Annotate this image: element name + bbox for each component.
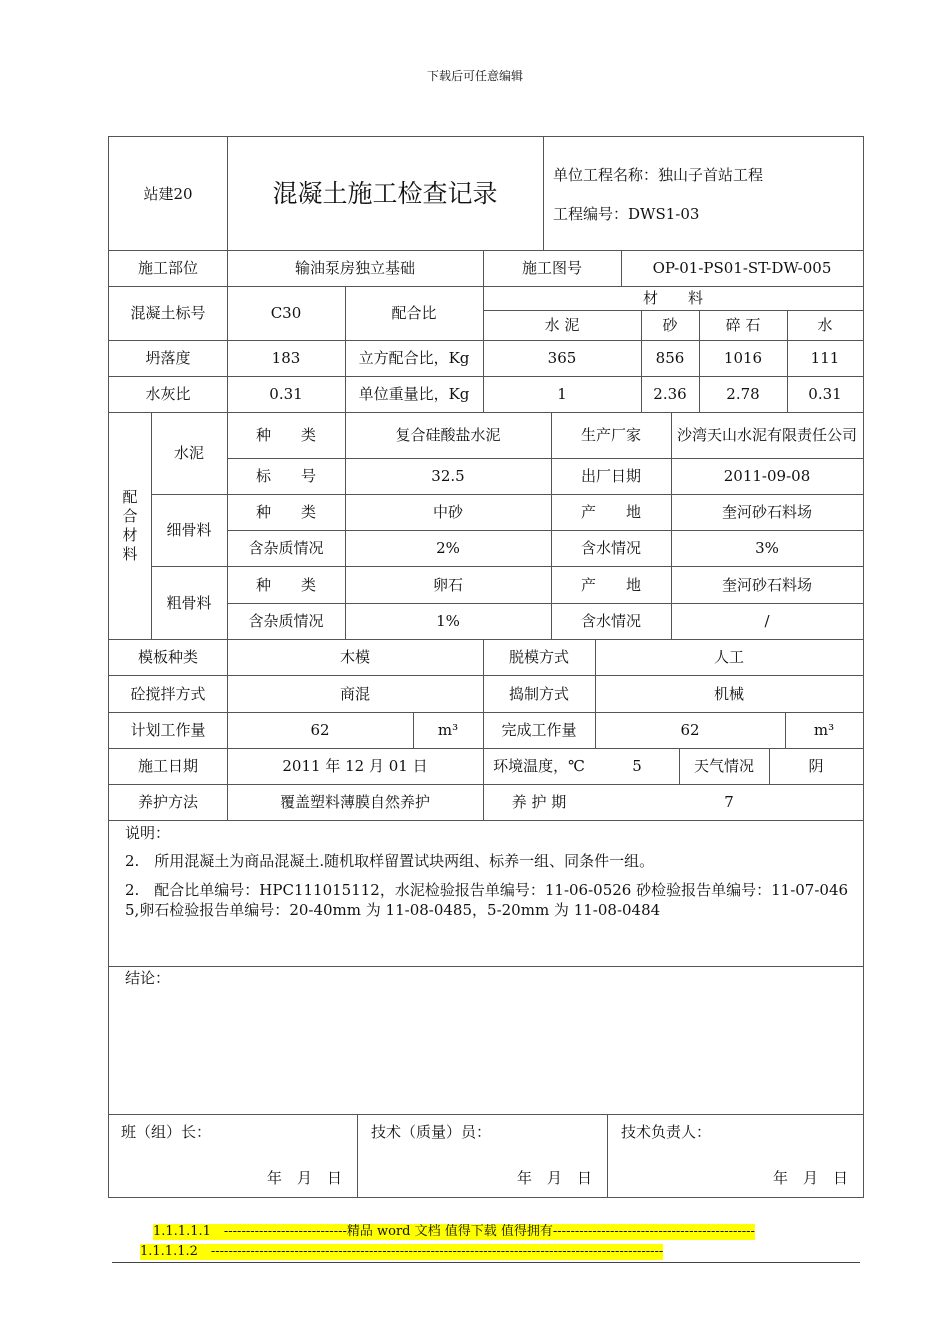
coarse-aggregate-label: 粗骨料 (166, 593, 212, 612)
wc-ratio-value: 0.31 (269, 385, 303, 403)
part-label: 施工部位 (137, 259, 198, 277)
fine-impurity-label: 含杂质情况 (248, 539, 324, 557)
tech-chief-label: 技术负责人： (621, 1123, 712, 1141)
team-leader-label: 班（组）长： (121, 1123, 212, 1141)
cube-gravel: 1016 (723, 349, 763, 367)
planned-volume-label: 计划工作量 (130, 721, 206, 739)
coarse-impurity-value: 1% (436, 612, 460, 630)
team-leader-date: 年 月 日 (267, 1169, 343, 1187)
notes-line-2: 2. 配合比单编号：HPC111015112，水泥检验报告单编号：11-06-0526 砂检验报告单编号：11-07-0465,卵石检验报告单编号：20-40mm 为 11-08-0485，5-20mm 为 11-08-0484 (125, 881, 849, 919)
header-note: 下载后可任意编辑 (426, 69, 523, 83)
wc-ratio-label: 水灰比 (145, 385, 191, 403)
construction-date-value: 2011 年 12 月 01 日 (282, 757, 428, 775)
planned-volume-unit: m³ (437, 721, 459, 739)
unit-ratio-label: 单位重量比，Kg (358, 385, 470, 403)
grade-value: C30 (270, 304, 302, 322)
fine-aggregate-label: 细骨料 (166, 521, 212, 539)
inspection-form (108, 136, 864, 1198)
tamping-value: 机械 (713, 684, 744, 703)
grade-label: 混凝土标号 (130, 304, 206, 322)
planned-volume-value: 62 (310, 721, 330, 739)
tamping-label: 捣制方式 (508, 684, 569, 703)
coarse-impurity-label: 含杂质情况 (248, 612, 324, 630)
unit-sand: 2.36 (653, 385, 687, 403)
project-number: 工程编号：DWS1-03 (553, 205, 700, 223)
cement-date-label: 出厂日期 (580, 467, 641, 485)
footer-rule (112, 1262, 860, 1263)
weather-value: 阴 (808, 757, 824, 775)
coarse-type-label: 种 类 (255, 575, 316, 594)
cement-date-value: 2011-09-08 (723, 467, 811, 485)
water-column: 水 (817, 316, 833, 334)
drawing-label: 施工图号 (521, 259, 582, 277)
conclusion-label: 结论： (125, 969, 171, 987)
cement-label: 水泥 (173, 444, 204, 462)
form-code: 站建20 (143, 184, 193, 203)
construction-date-label: 施工日期 (137, 757, 198, 775)
coarse-origin-value: 奎河砂石料场 (721, 575, 812, 594)
formwork-value: 木模 (339, 648, 370, 666)
sand-column: 砂 (662, 316, 678, 334)
formwork-label: 模板种类 (137, 648, 198, 666)
demold-value: 人工 (713, 648, 744, 666)
part-value: 输油泵房独立基础 (294, 259, 415, 277)
cement-type-label: 种 类 (255, 426, 316, 444)
drawing-value: OP-01-PS01-ST-DW-005 (652, 259, 832, 277)
cement-maker-label: 生产厂家 (580, 426, 641, 444)
curing-period-value: 7 (724, 793, 734, 811)
slump-label: 坍落度 (145, 349, 191, 367)
cube-cement: 365 (547, 349, 577, 367)
notes-line-1: 2. 所用混凝土为商品混凝土.随机取样留置试块两组、标养一组、同条件一组。 (125, 852, 655, 870)
temperature-value: 5 (632, 757, 642, 775)
completed-volume-unit: m³ (813, 721, 835, 739)
footer-line-1: 1.1.1.1.1 ----------------------------精品 word 文档 值得下载 值得拥有---------------------------------------------- (153, 1224, 755, 1239)
materials-group-label: 配合材料 (122, 487, 138, 563)
unit-water: 0.31 (808, 385, 842, 403)
completed-volume-value: 62 (680, 721, 700, 739)
coarse-origin-label: 产 地 (580, 575, 641, 594)
fine-origin-value: 奎河砂石料场 (721, 503, 812, 521)
technician-label: 技术（质量）员： (371, 1123, 492, 1141)
tech-chief-date: 年 月 日 (773, 1169, 849, 1187)
notes-label: 说明： (125, 824, 171, 842)
mixing-label: 砼搅拌方式 (130, 684, 206, 703)
unit-cement: 1 (557, 385, 567, 403)
fine-moisture-value: 3% (755, 539, 779, 557)
materials-label: 材 料 (642, 289, 703, 307)
fine-origin-label: 产 地 (580, 503, 641, 521)
cube-sand: 856 (655, 349, 685, 367)
fine-type-label: 种 类 (255, 503, 316, 521)
coarse-moisture-value: / (764, 612, 770, 630)
fine-moisture-label: 含水情况 (580, 539, 641, 557)
weather-label: 天气情况 (693, 757, 754, 775)
cement-grade-label: 标 号 (255, 467, 316, 485)
cube-ratio-label: 立方配合比，Kg (358, 349, 470, 367)
cement-grade-value: 32.5 (431, 467, 465, 485)
footer-line-2: 1.1.1.1.2 ------------------------------------------------------------------------------------------------------- (140, 1244, 664, 1259)
cube-water: 111 (810, 349, 840, 367)
curing-method-value: 覆盖塑料薄膜自然养护 (279, 793, 430, 811)
slump-value: 183 (271, 349, 301, 367)
completed-volume-label: 完成工作量 (501, 721, 577, 739)
mixing-value: 商混 (339, 684, 370, 703)
unit-project-name: 单位工程名称：独山子首站工程 (553, 166, 764, 184)
coarse-moisture-label: 含水情况 (580, 612, 641, 630)
demold-label: 脱模方式 (508, 648, 569, 666)
gravel-column: 碎 石 (725, 316, 761, 334)
cement-column: 水 泥 (544, 316, 580, 334)
technician-date: 年 月 日 (517, 1169, 593, 1187)
form-title: 混凝土施工检查记录 (272, 178, 498, 208)
mix-label: 配合比 (391, 304, 437, 322)
fine-type-value: 中砂 (432, 503, 463, 521)
curing-period-label: 养 护 期 (511, 793, 567, 811)
unit-gravel: 2.78 (726, 385, 760, 403)
cement-type-value: 复合硅酸盐水泥 (395, 426, 501, 444)
temperature-label: 环境温度，℃ (493, 757, 585, 775)
curing-method-label: 养护方法 (137, 793, 198, 811)
coarse-type-value: 卵石 (432, 575, 463, 594)
fine-impurity-value: 2% (436, 539, 460, 557)
cement-maker-value: 沙湾天山水泥有限责任公司 (676, 426, 857, 444)
